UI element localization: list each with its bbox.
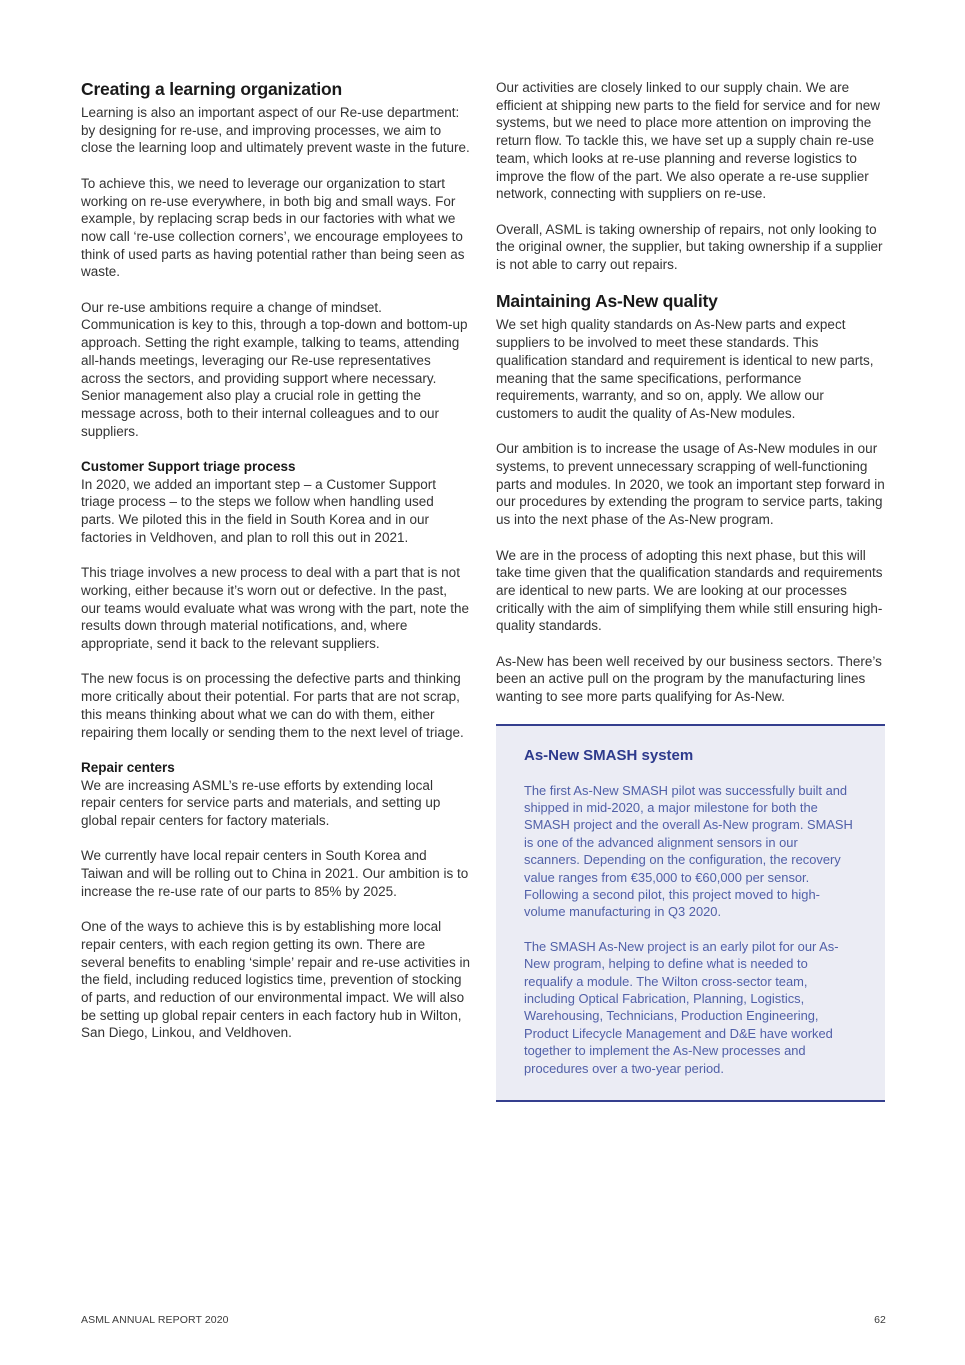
- paragraph: We set high quality standards on As-New parts and expect suppliers to be involved to meet these standards. This qualification standard and requirement is identical to new parts, meaning that the same specifications, performance requirements, warranty, and so on, apply. We allow our customers to audit the quality of As-New modules.: [496, 317, 874, 421]
- subheading-customer-support-triage: Customer Support triage process: [81, 459, 296, 475]
- paragraph: Overall, ASML is taking ownership of repairs, not only looking to the original owner, the supplier, but taking ownership if a supplier is not able to carry out repairs.: [496, 221, 883, 273]
- paragraph: The new focus is on processing the defective parts and thinking more critically about their potential. For parts that are not scrap, this means thinking about what we can do with them, either repairing them locally or sending them to the next level of triage.: [81, 671, 464, 740]
- section-heading-learning-organization: Creating a learning organization: [81, 79, 342, 99]
- right-column: [496, 79, 885, 1102]
- callout-as-new-smash: [496, 724, 885, 1103]
- paragraph: To achieve this, we need to leverage our organization to start working on re-use everywhere, in both big and small ways. For example, by replacing scrap beds in our factories with what we now call ‘re-use collection corners’, we encourage employees to think of used parts as having potential rather than being seen as waste.: [81, 175, 465, 280]
- paragraph: One of the ways to achieve this is by establishing more local repair centers, with each region getting its own. There are several benefits to enabling ‘simple’ repair and re-use activities in the field, including reduced logistics time, prevention of stocking of parts, and reduction of our environmental impact. We will also be setting up global repair centers in each factory hub in Wilton, San Diego, Linkou, and Veldhoven.: [81, 919, 470, 1041]
- paragraph: Our ambition is to increase the usage of As-New modules in our systems, to prevent unnecessary scrapping of well-functioning parts and modules. In 2020, we took an important step forward in our procedures by extending the program to service parts, taking us into the next phase of the As-New program.: [496, 441, 885, 528]
- subheading-repair-centers: Repair centers: [81, 759, 175, 775]
- paragraph: Learning is also an important aspect of our Re-use department: by designing for re-use, and improving processes, we aim to close the learning loop and ultimately prevent waste in the future.: [81, 105, 470, 156]
- paragraph: We currently have local repair centers in South Korea and Taiwan and will be rolling out to China in 2021. Our ambition is to increase the re-use rate of our parts to 85% by 2025.: [81, 848, 469, 899]
- paragraph: Our activities are closely linked to our supply chain. We are efficient at shipping new parts to the field for service and for new systems, but we need to place more attention on improving the return flow. To tackle this, we have set up a supply chain re-use team, which looks at re-use planning and reverse logistics to improve the flow of the part. We also operate a re-use supplier network, connecting with suppliers on re-use.: [496, 80, 880, 202]
- callout-paragraph: The SMASH As-New project is an early pilot for our As-New program, helping to define what is needed to requalify a module. The Wilton cross-sector team, including Optical Fabrication, Planning, Logistics, Warehousing, Technicians, Production Engineering, Product Lifecycle Management and D&E have worked together to implement the As-New processes and procedures over a two-year period.: [524, 938, 839, 1076]
- page-content: [81, 79, 885, 1102]
- paragraph: This triage involves a new process to deal with a part that is not working, either because it’s worn out or defective. In the past, our teams would evaluate what was wrong with the part, note the results down through material notifications, and, where appropriate, send it back to the relevant suppliers.: [81, 565, 469, 652]
- footer-report-title: ASML ANNUAL REPORT 2020: [81, 1314, 229, 1326]
- paragraph: We are in the process of adopting this next phase, but this will take time given that the qualification standards and requirements are identical to new parts. We are looking at our processes critically with the aim of simplifying them while still ensuring high-quality standards.: [496, 547, 883, 634]
- footer-page-number: 62: [874, 1314, 886, 1326]
- paragraph: We are increasing ASML’s re-use efforts by extending local repair centers for service parts and materials, and setting up global repair centers for factory materials.: [81, 777, 441, 829]
- callout-paragraph: The first As-New SMASH pilot was successfully built and shipped in mid-2020, a major milestone for both the SMASH project and the overall As-New program. SMASH is one of the advanced alignment sensors in our scanners. Depending on the configuration, the recovery value ranges from €35,000 to €60,000 per sensor. Following a second pilot, this project moved to high-volume manufacturing in Q3 2020.: [524, 782, 853, 920]
- paragraph: In 2020, we added an important step – a Customer Support triage process – to the steps we follow when handling used parts. We piloted this in the field in South Korea and in our factories in Veldhoven, and plan to roll this out in 2021.: [81, 476, 436, 545]
- section-heading-as-new-quality: Maintaining As-New quality: [496, 291, 718, 312]
- callout-title: As-New SMASH system: [524, 746, 694, 764]
- paragraph: As-New has been well received by our business sectors. There’s been an active pull on the program by the manufacturing lines wanting to see more parts qualifying for As-New.: [496, 653, 882, 705]
- paragraph: Our re-use ambitions require a change of mindset. Communication is key to this, through a top-down and bottom-up approach. Setting the right example, talking to teams, attending all-hands meetings, leveraging our Re-use representatives across the sectors, and providing support where necessary. Senior management also play a crucial role in getting the message across, both to their internal colleagues and to our suppliers.: [81, 299, 468, 439]
- left-column: [81, 79, 470, 1102]
- footer: [81, 1314, 886, 1326]
